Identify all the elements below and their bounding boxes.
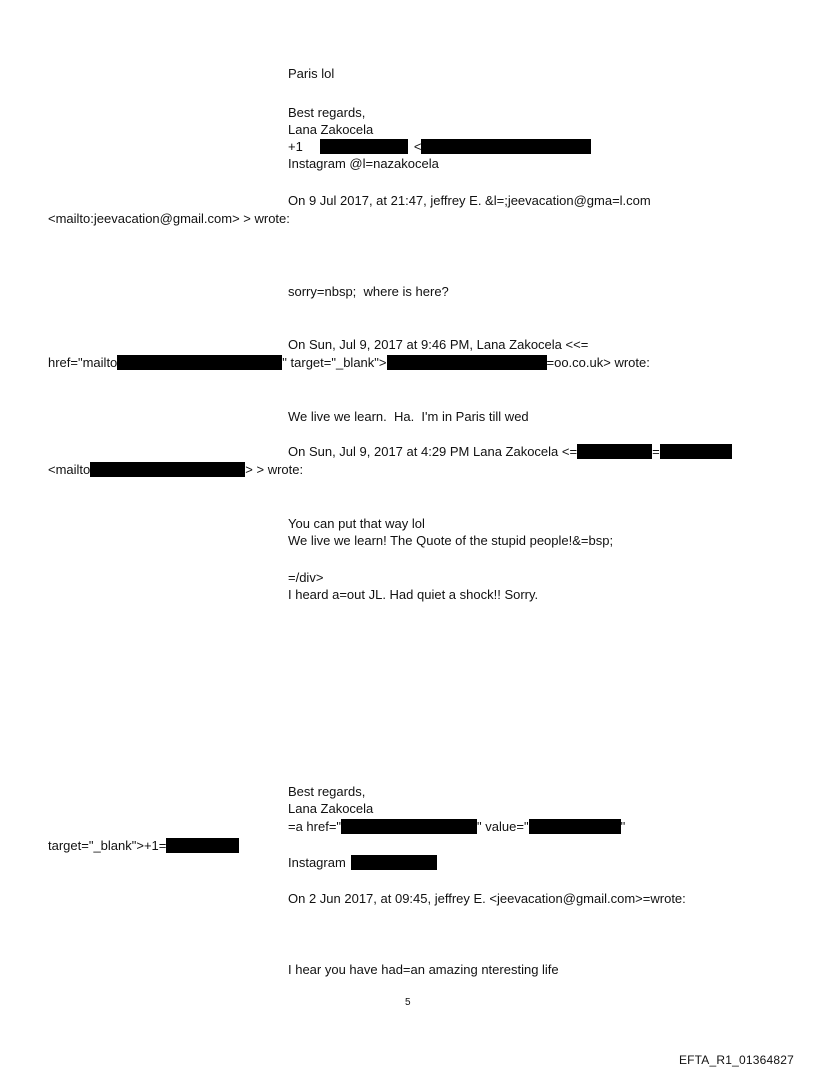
text-line: On 9 Jul 2017, at 21:47, jeffrey E. &l=;jeevacation@gma=l.com xyxy=(288,193,651,208)
text-line: <mailto:jeevacation@gmail.com> > wrote: xyxy=(48,211,290,226)
text-line xyxy=(48,838,239,854)
redaction-box xyxy=(660,444,732,459)
text-line xyxy=(288,855,437,871)
text-line: Paris lol xyxy=(288,66,335,81)
redaction-box xyxy=(387,355,547,370)
text-fragment: On Sun, Jul 9, 2017 at 4:29 PM Lana Zakocela <= xyxy=(288,444,578,459)
text-line xyxy=(48,355,650,371)
redaction-box xyxy=(351,855,437,870)
text-line xyxy=(288,444,732,460)
text-line: I heard a=out JL. Had quiet a shock!! Sorry. xyxy=(288,587,539,602)
text-fragment: " target="_blank"> xyxy=(282,355,387,370)
text-line: Best regards, xyxy=(288,784,366,799)
text-line: We live we learn. Ha. I'm in Paris till wed xyxy=(288,409,529,424)
text-line: Best regards, xyxy=(288,105,366,120)
redaction-box xyxy=(529,819,621,834)
phone-line xyxy=(288,139,591,155)
redaction-box xyxy=(421,139,591,154)
text-line: You can put that way lol xyxy=(288,516,425,531)
text-line: On 2 Jun 2017, at 09:45, jeffrey E. <jeevacation@gmail.com>=wrote: xyxy=(288,891,686,906)
redaction-box xyxy=(320,139,408,154)
text-line: Lana Zakocela xyxy=(288,122,374,137)
text-line: I hear you have had=an amazing nteresting life xyxy=(288,962,559,977)
text-fragment: =oo.co.uk> wrote: xyxy=(546,355,650,370)
redaction-box xyxy=(166,838,239,853)
text-fragment: > > wrote: xyxy=(245,462,304,477)
text-fragment: target="_blank">+1= xyxy=(48,838,167,853)
text-line: Instagram @l=nazakocela xyxy=(288,156,439,171)
text-line: =/div> xyxy=(288,570,324,585)
text-fragment: = xyxy=(652,444,660,459)
text-fragment: <mailto xyxy=(48,462,91,477)
text-fragment: " value=" xyxy=(477,819,529,834)
redaction-box xyxy=(117,355,282,370)
text-line: Lana Zakocela xyxy=(288,801,374,816)
text-line: sorry=nbsp; where is here? xyxy=(288,284,449,299)
redaction-box xyxy=(90,462,245,477)
bates-stamp: EFTA_R1_01364827 xyxy=(678,1053,794,1067)
page-number: 5 xyxy=(405,997,411,1008)
redaction-box xyxy=(577,444,652,459)
text-fragment: =a href=" xyxy=(288,819,342,834)
text-fragment: " xyxy=(620,819,626,834)
text-fragment: href="mailto xyxy=(48,355,118,370)
text-line xyxy=(288,819,625,835)
text-fragment: +1 xyxy=(288,139,303,154)
text-fragment: Instagram xyxy=(288,855,346,870)
text-line xyxy=(48,462,303,478)
text-line: We live we learn! The Quote of the stupid people!&=bsp; xyxy=(288,533,614,548)
text-fragment: < xyxy=(413,139,422,154)
redaction-box xyxy=(341,819,477,834)
text-line: On Sun, Jul 9, 2017 at 9:46 PM, Lana Zakocela <<= xyxy=(288,337,589,352)
